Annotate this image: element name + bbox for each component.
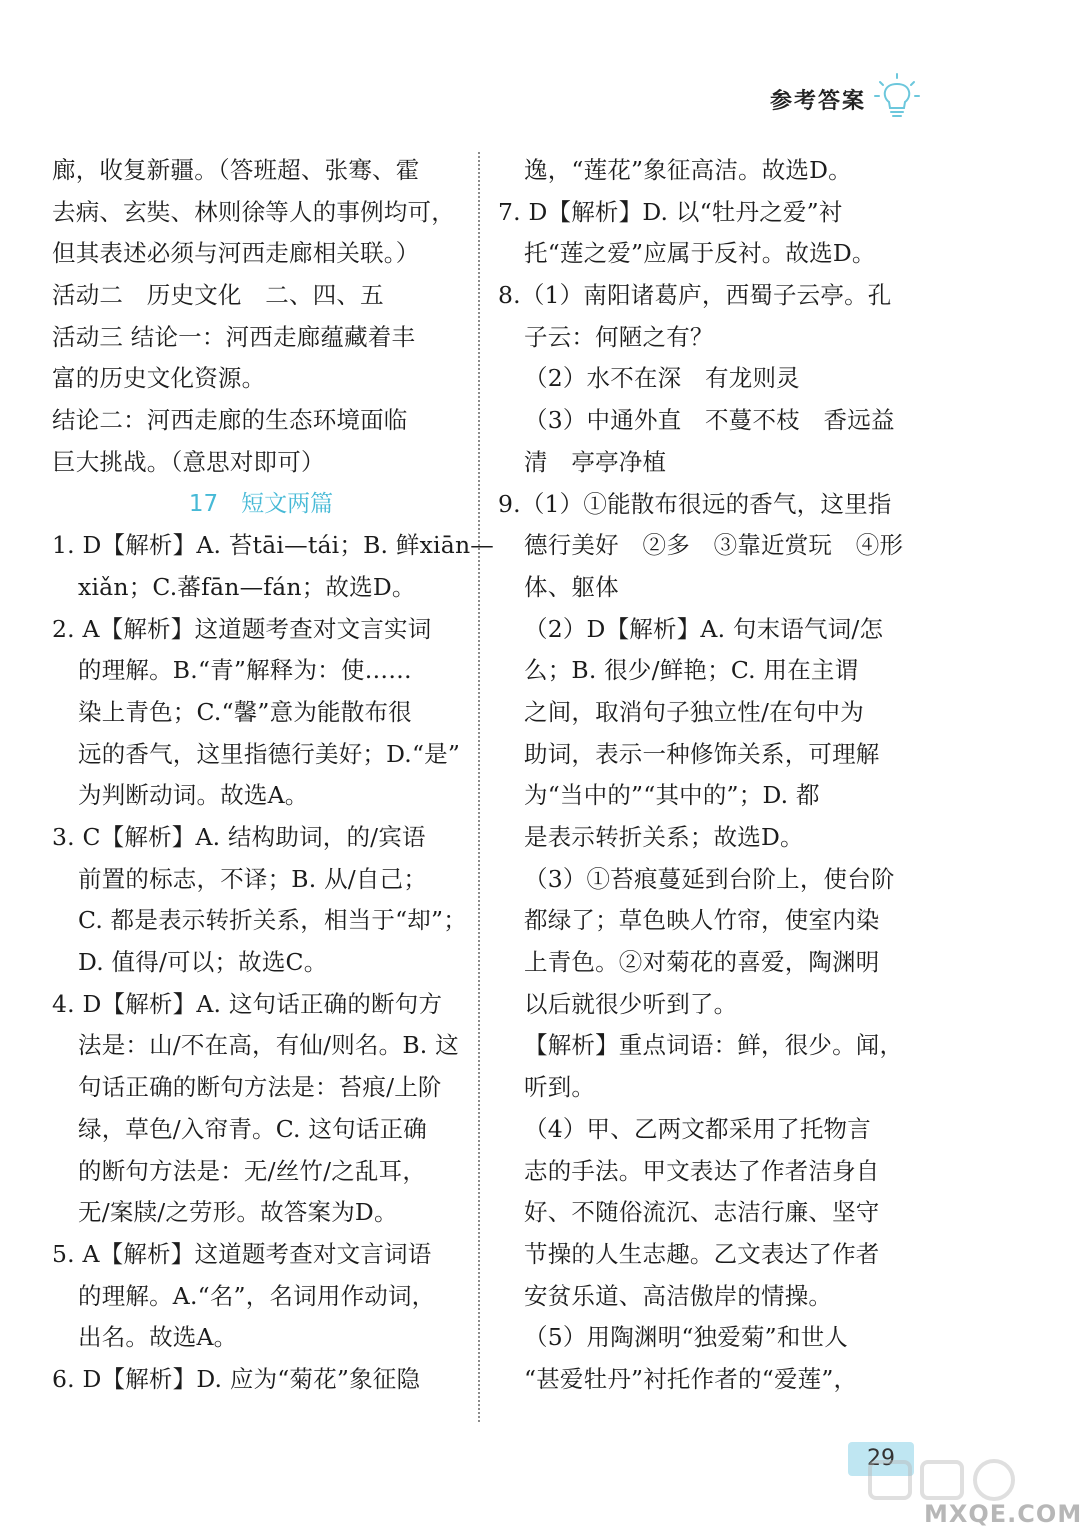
header-title: 参考答案 (770, 89, 867, 114)
section-title: 17 短文两篇 (188, 490, 334, 517)
answer-line: （4）甲、乙两文都采用了托物言 (524, 1114, 871, 1143)
answer-line: 托“莲之爱”应属于反衬。故选D。 (524, 239, 876, 268)
answer-line: 前置的标志，不译；B. 从/自己； (78, 864, 428, 893)
answer-line: （3）中通外直 不蔓不枝 香远益 (524, 406, 895, 435)
answer-line: 都绿了；草色映人竹帘，使室内染 (524, 906, 880, 935)
text-line: 巨大挑战。（意思对即可） (52, 447, 325, 476)
answer-line: 句话正确的断句方法是：苔痕/上阶 (78, 1073, 442, 1102)
answer-line: 节操的人生志趣。乙文表达了作者 (524, 1239, 880, 1268)
text-line: 去病、玄奘、林则徐等人的事例均可， (52, 197, 455, 226)
text-line: 结论二：河西走廊的生态环境面临 (52, 406, 408, 435)
answer-line: （2）水不在深 有龙则灵 (524, 364, 800, 393)
answer-line: 2. A【解析】这道题考查对文言实词 (52, 614, 432, 643)
answer-line: 逸，“莲花”象征高洁。故选D。 (524, 156, 852, 184)
text-line: 活动二 历史文化 二、四、五 (52, 281, 384, 310)
answer-line: 安贫乐道、高洁傲岸的情操。 (524, 1281, 833, 1310)
text-line: 但其表述必须与河西走廊相关联。） (52, 239, 420, 268)
answer-line: （3）①苔痕蔓延到台阶上，使台阶 (524, 864, 895, 893)
answer-line: 的理解。B.“青”解释为：使…… (78, 656, 412, 685)
answer-line: 7. D【解析】D. 以“牡丹之爱”衬 (498, 197, 843, 226)
answer-line: 听到。 (524, 1073, 596, 1102)
answer-line: 【解析】重点词语：鲜，很少。闻， (524, 1031, 904, 1060)
answer-line: 好、不随俗流沉、志洁行廉、坚守 (524, 1198, 880, 1227)
answer-line: 之间，取消句子独立性/在句中为 (524, 697, 864, 726)
answer-line: D. 值得/可以；故选C。 (78, 948, 328, 977)
answer-line: 5. A【解析】这道题考查对文言词语 (52, 1239, 432, 1268)
answer-line: 6. D【解析】D. 应为“菊花”象征隐 (52, 1364, 421, 1393)
lightbulb-icon (874, 72, 920, 124)
answer-line: 绿，草色/入帘青。C. 这句话正确 (78, 1114, 427, 1143)
answer-line: 出名。故选A。 (78, 1323, 238, 1352)
watermark-text: MXQE.COM (924, 1500, 1082, 1528)
answer-line: 法是：山/不在高，有仙/则名。B. 这 (78, 1031, 459, 1060)
answer-line: 清 亭亭净植 (524, 447, 667, 476)
answer-line: 上青色。②对菊花的喜爱，陶渊明 (524, 948, 880, 977)
answer-line: 志的手法。甲文表达了作者洁身自 (524, 1156, 880, 1185)
page-number: 29 (848, 1442, 914, 1476)
answer-line: 为判断动词。故选A。 (78, 781, 309, 810)
answer-line: 助词，表示一种修饰关系，可理解 (524, 739, 880, 768)
answer-line: 8.（1）南阳诸葛庐，西蜀子云亭。孔 (498, 281, 892, 310)
answer-line: 远的香气，这里指德行美好；D.“是” (78, 739, 461, 768)
text-line: 富的历史文化资源。 (52, 364, 266, 393)
answer-line: 体、躯体 (524, 572, 619, 601)
answer-line: 无/案牍/之劳形。故答案为D。 (78, 1198, 398, 1227)
answer-line: 子云：何陋之有？ (524, 322, 714, 351)
answer-line: “甚爱牡丹”衬托作者的“爱莲”， (524, 1364, 858, 1393)
answer-line: 是表示转折关系；故选D。 (524, 823, 804, 851)
left-column (52, 150, 495, 1401)
answer-line: 1. D【解析】A. 苔tāi—tái；B. 鲜xiān— (52, 531, 495, 560)
answer-line: xiǎn；C.蕃fān—fán；故选D。 (78, 572, 416, 601)
answer-line: 的断句方法是：无/丝竹/之乱耳， (78, 1156, 427, 1185)
text-line: 活动三 结论一：河西走廊蕴藏着丰 (52, 322, 416, 351)
answer-line: 9.（1）①能散布很远的香气，这里指 (498, 489, 892, 518)
text-line: 廊，收复新疆。（答班超、张骞、霍 (52, 156, 420, 184)
answer-line: 以后就很少听到了。 (524, 989, 738, 1018)
answer-line: （2）D【解析】A. 句末语气词/怎 (524, 614, 884, 643)
answer-line: 3. C【解析】A. 结构助词，的/宾语 (52, 823, 426, 851)
right-column (498, 150, 918, 1401)
answer-line: 染上青色；C.“馨”意为能散布很 (78, 697, 412, 726)
answer-line: 为“当中的”“其中的”；D. 都 (524, 781, 820, 810)
answer-line: 么；B. 很少/鲜艳；C. 用在主谓 (524, 656, 859, 685)
answer-line: （5）用陶渊明“独爱菊”和世人 (524, 1323, 848, 1352)
answer-line: 的理解。A.“名”，名词用作动词， (78, 1281, 436, 1310)
answer-line: 4. D【解析】A. 这句话正确的断句方 (52, 989, 443, 1018)
answer-line: C. 都是表示转折关系，相当于“却”； (78, 906, 467, 935)
answer-line: 德行美好 ②多 ③靠近赏玩 ④形 (524, 531, 904, 560)
column-divider (478, 152, 480, 1422)
